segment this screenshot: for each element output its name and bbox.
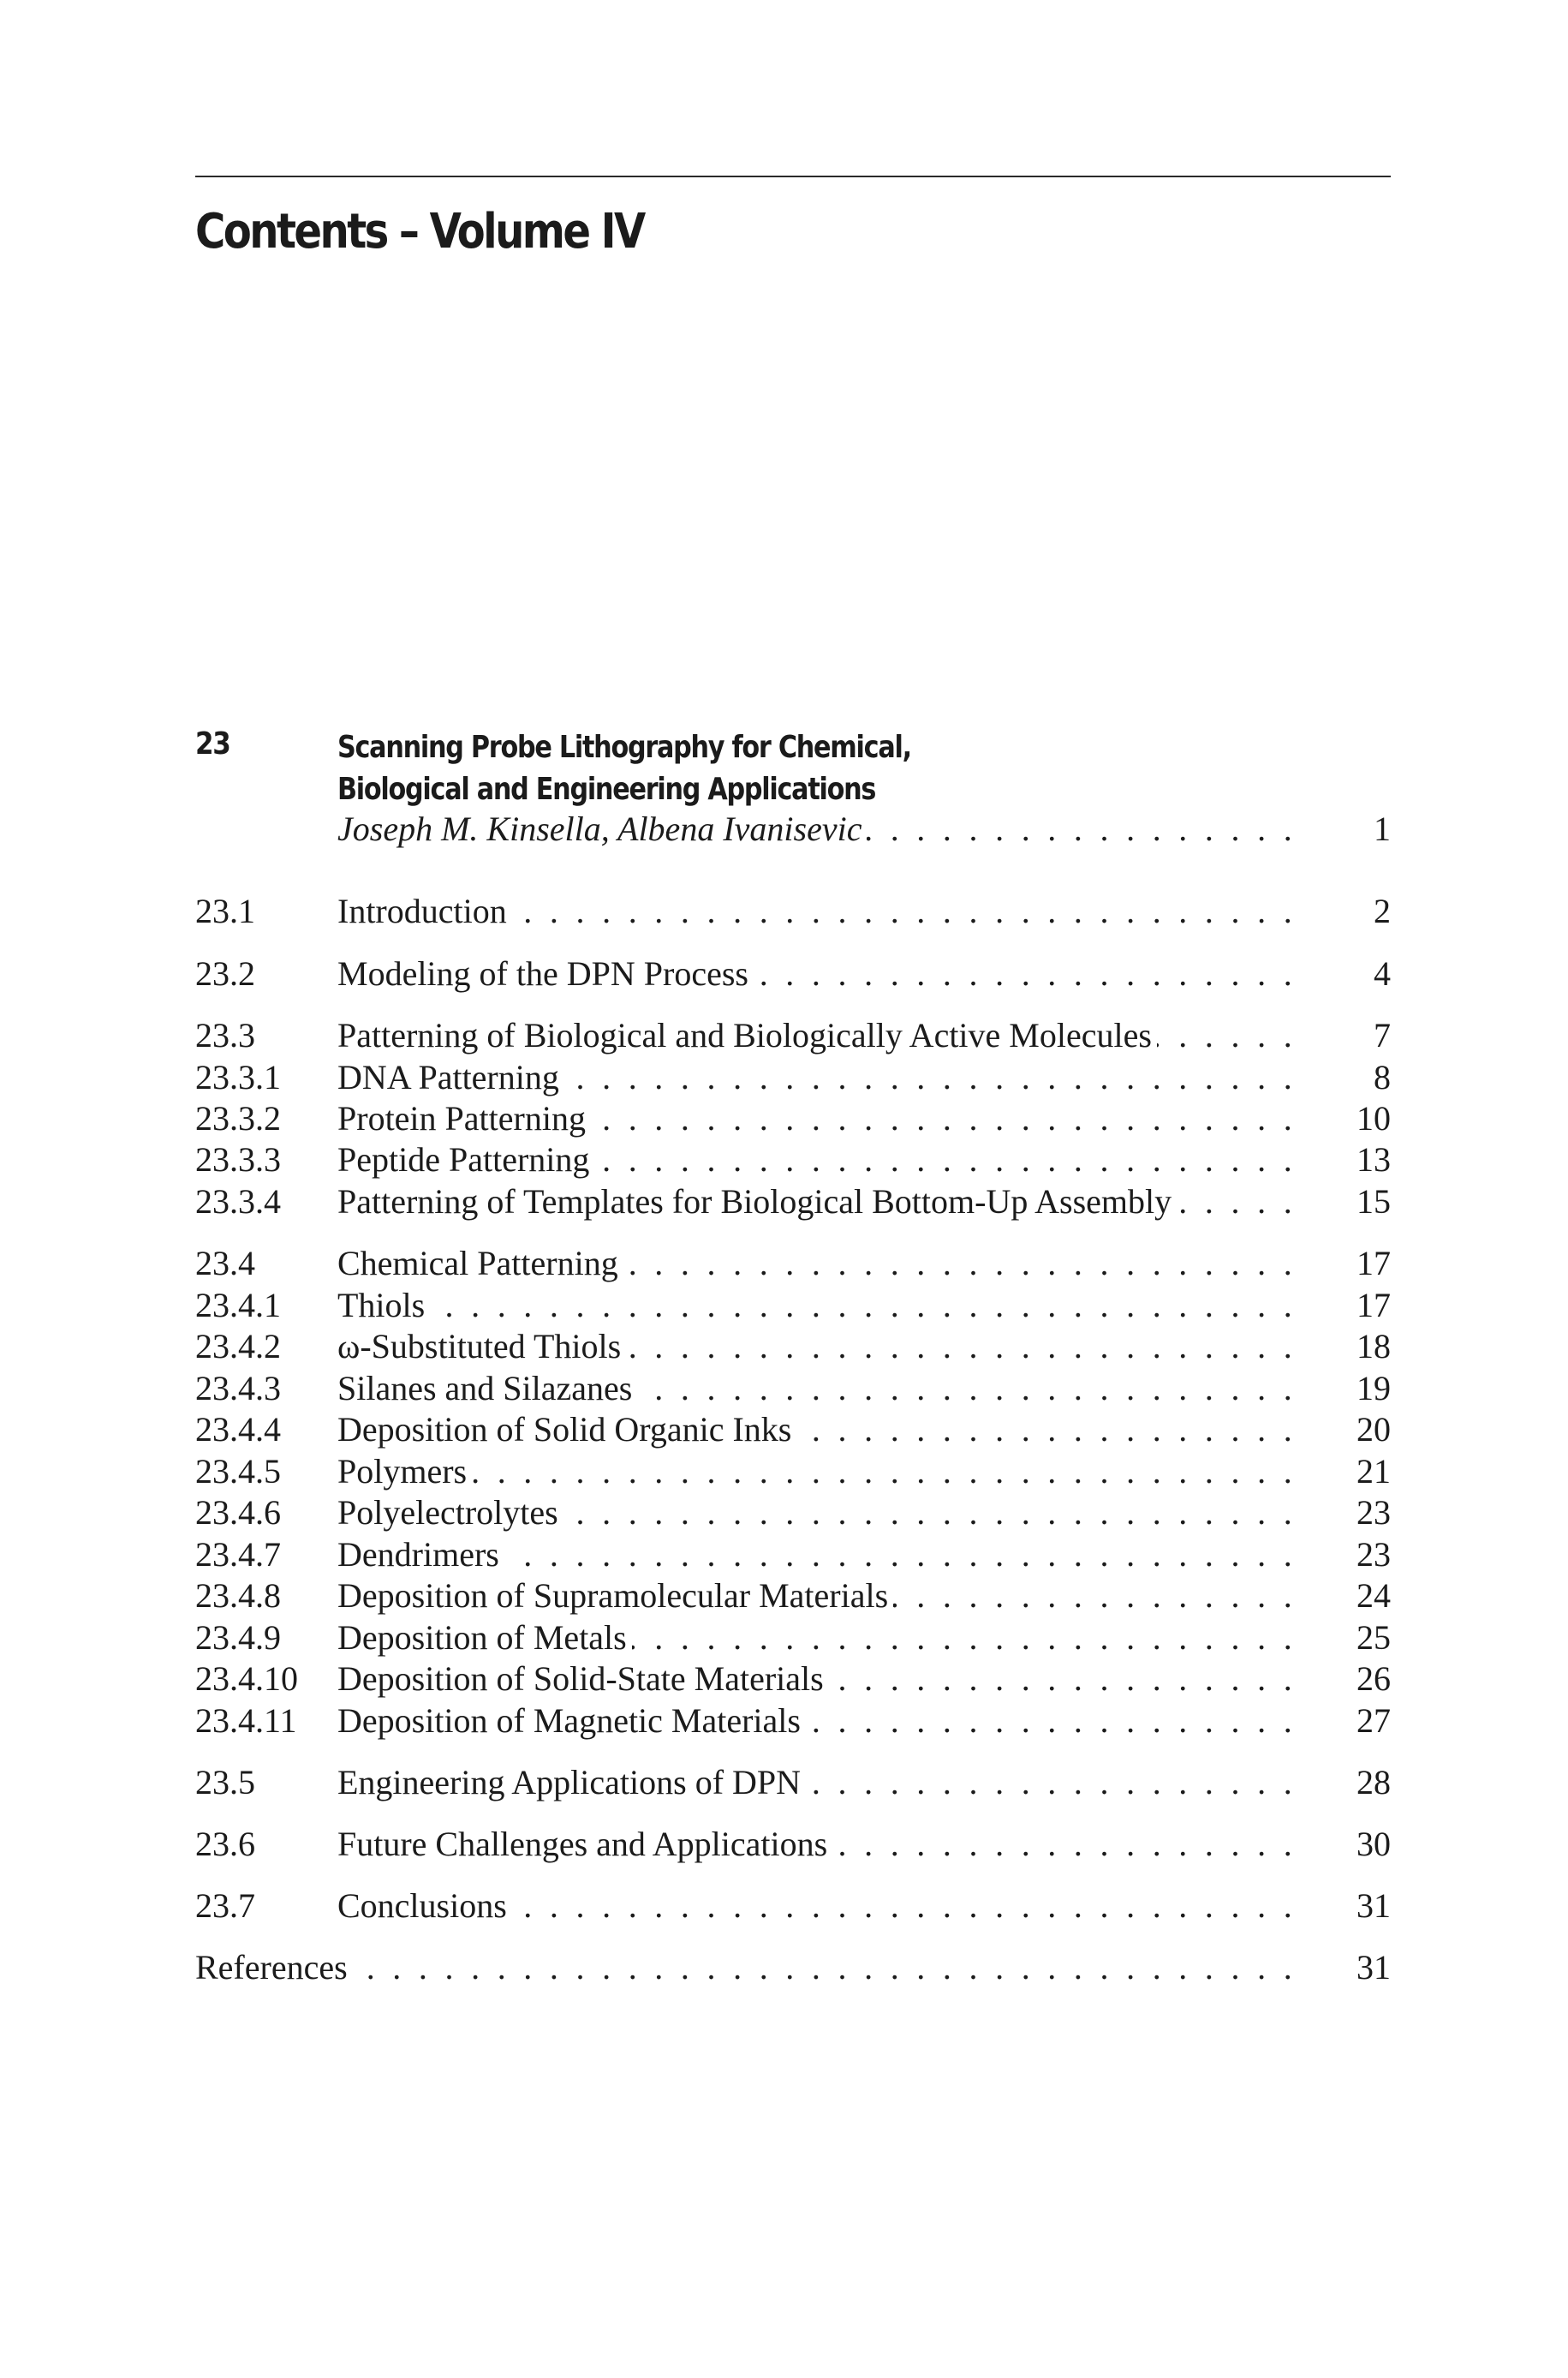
section-number: 23.7 — [195, 1886, 255, 1925]
toc-entry — [337, 1243, 1297, 1284]
toc-entry — [337, 1575, 1297, 1616]
section-number: 23.4.2 — [195, 1327, 281, 1365]
page-number: 13 — [1356, 1140, 1391, 1179]
page-number: 23 — [1356, 1493, 1391, 1532]
section-title: Chemical Patterning — [337, 1244, 623, 1282]
toc-row[interactable] — [195, 1492, 1391, 1533]
section-title: DNA Patterning — [337, 1058, 564, 1096]
chapter-authors: Joseph M. Kinsella, Albena Ivanisevic — [337, 810, 867, 848]
toc-entry — [337, 1492, 1297, 1533]
toc-row[interactable] — [195, 1762, 1391, 1803]
toc-entry — [337, 1181, 1297, 1222]
section-number: 23.3.4 — [195, 1182, 281, 1221]
header-rule — [195, 176, 1391, 177]
toc-row[interactable] — [195, 1451, 1391, 1492]
section-title: Introduction — [337, 892, 512, 930]
page-number: 19 — [1356, 1369, 1391, 1407]
toc-row[interactable] — [195, 1534, 1391, 1575]
toc-entry — [337, 1534, 1297, 1575]
section-title: ω-Substituted Thiols — [337, 1327, 626, 1365]
section-number: 23.3 — [195, 1016, 255, 1055]
page-number: 27 — [1356, 1701, 1391, 1740]
section-number: 23.4.5 — [195, 1452, 281, 1491]
toc-row[interactable] — [195, 1617, 1391, 1658]
toc-row[interactable] — [195, 891, 1391, 932]
section-title: Dendrimers — [337, 1535, 504, 1574]
section-number: 23.3.1 — [195, 1058, 281, 1096]
section-number: 23.2 — [195, 954, 255, 993]
section-number: 23.4.6 — [195, 1493, 281, 1532]
page-number: 26 — [1356, 1659, 1391, 1698]
page-number: 31 — [1356, 1948, 1391, 1987]
section-number: 23.1 — [195, 892, 255, 930]
section-number: 23.4.9 — [195, 1618, 281, 1657]
page-number: 8 — [1374, 1058, 1391, 1096]
toc-entry — [337, 1762, 1297, 1803]
section-title: Engineering Applications of DPN — [337, 1763, 806, 1801]
toc-row[interactable] — [195, 1139, 1391, 1180]
page-number: 1 — [1374, 810, 1391, 848]
page-number: 4 — [1374, 954, 1391, 993]
toc-entry — [337, 1015, 1297, 1056]
section-title: Deposition of Solid-State Materials — [337, 1659, 829, 1698]
toc-row[interactable] — [195, 1885, 1391, 1927]
toc-row[interactable] — [195, 1098, 1391, 1139]
toc-entry — [337, 1057, 1297, 1098]
section-title: Polymers — [337, 1452, 472, 1491]
section-title: Patterning of Biological and Biologically Active Molecules — [337, 1016, 1157, 1055]
section-number: 23.6 — [195, 1825, 255, 1863]
toc-row[interactable] — [195, 1015, 1391, 1056]
toc-entry — [337, 1885, 1297, 1927]
toc-entry — [337, 953, 1297, 995]
page-number: 2 — [1374, 892, 1391, 930]
page-number: 21 — [1356, 1452, 1391, 1491]
toc-row[interactable] — [195, 1700, 1391, 1742]
page-number: 25 — [1356, 1618, 1391, 1657]
section-title: Deposition of Solid Organic Inks — [337, 1410, 796, 1449]
toc-row[interactable] — [195, 953, 1391, 995]
toc-row[interactable] — [195, 1326, 1391, 1367]
toc-entry — [337, 1285, 1297, 1326]
page-number: 7 — [1374, 1016, 1391, 1055]
section-title: Polyelectrolytes — [337, 1493, 563, 1532]
section-number: 23.3.3 — [195, 1140, 281, 1179]
section-title: Deposition of Magnetic Materials — [337, 1701, 806, 1740]
section-title: Silanes and Silazanes — [337, 1369, 637, 1407]
toc-entry — [337, 1617, 1297, 1658]
toc-entry — [337, 1139, 1297, 1180]
section-number: 23.4.1 — [195, 1286, 281, 1324]
page-number: 10 — [1356, 1099, 1391, 1138]
page-number: 24 — [1356, 1576, 1391, 1615]
toc-entry — [337, 1409, 1297, 1450]
references-entry — [195, 1947, 1297, 1988]
section-title: Modeling of the DPN Process — [337, 954, 754, 993]
page-title: Contents – Volume IV — [195, 204, 644, 260]
page-number: 15 — [1356, 1182, 1391, 1221]
chapter-title-line-2: Biological and Engineering Applications — [337, 772, 876, 807]
toc-row[interactable] — [195, 1368, 1391, 1409]
toc-entry — [337, 1700, 1297, 1742]
section-title: Protein Patterning — [337, 1099, 591, 1138]
toc-row[interactable] — [195, 1243, 1391, 1284]
section-number: 23.4.3 — [195, 1369, 281, 1407]
toc-entry — [337, 1451, 1297, 1492]
page-number: 18 — [1356, 1327, 1391, 1365]
toc-row[interactable] — [195, 1181, 1391, 1222]
chapter-number: 23 — [195, 726, 230, 762]
section-title: Deposition of Supramolecular Materials — [337, 1576, 893, 1615]
page-number: 31 — [1356, 1886, 1391, 1925]
section-title: Thiols — [337, 1286, 430, 1324]
section-number: 23.3.2 — [195, 1099, 281, 1138]
toc-entry — [337, 1368, 1297, 1409]
chapter-title — [337, 726, 911, 810]
section-title: Future Challenges and Applications — [337, 1825, 832, 1863]
toc-row[interactable] — [195, 1409, 1391, 1450]
toc-entry — [337, 1326, 1297, 1367]
section-number: 23.4.7 — [195, 1535, 281, 1574]
section-number: 23.4.8 — [195, 1576, 281, 1615]
section-number: 23.4.11 — [195, 1701, 297, 1740]
toc-entry — [337, 1098, 1297, 1139]
references-label: References — [195, 1948, 353, 1987]
page-number: 17 — [1356, 1244, 1391, 1282]
toc-entry — [337, 1824, 1297, 1865]
toc-row[interactable] — [195, 1658, 1391, 1700]
chapter-title-line-1: Scanning Probe Lithography for Chemical, — [337, 730, 911, 765]
page-number: 30 — [1356, 1825, 1391, 1863]
section-number: 23.4 — [195, 1244, 255, 1282]
page-number: 17 — [1356, 1286, 1391, 1324]
section-number: 23.5 — [195, 1763, 255, 1801]
toc-row[interactable] — [195, 1824, 1391, 1865]
page-number: 23 — [1356, 1535, 1391, 1574]
authors-entry — [337, 809, 1297, 850]
toc-row[interactable] — [195, 1575, 1391, 1616]
section-number: 23.4.4 — [195, 1410, 281, 1449]
toc-row[interactable] — [195, 1285, 1391, 1326]
section-title: Conclusions — [337, 1886, 512, 1925]
section-title: Peptide Patterning — [337, 1140, 594, 1179]
section-title: Patterning of Templates for Biological Bottom-Up Assembly — [337, 1182, 1177, 1221]
page-number: 28 — [1356, 1763, 1391, 1801]
toc-entry — [337, 1658, 1297, 1700]
toc-row[interactable] — [195, 1057, 1391, 1098]
references-row[interactable] — [195, 1947, 1391, 1988]
section-title: Deposition of Metals — [337, 1618, 632, 1657]
toc-entry — [337, 891, 1297, 932]
section-number: 23.4.10 — [195, 1659, 298, 1698]
authors-row[interactable] — [195, 809, 1391, 850]
page-number: 20 — [1356, 1410, 1391, 1449]
